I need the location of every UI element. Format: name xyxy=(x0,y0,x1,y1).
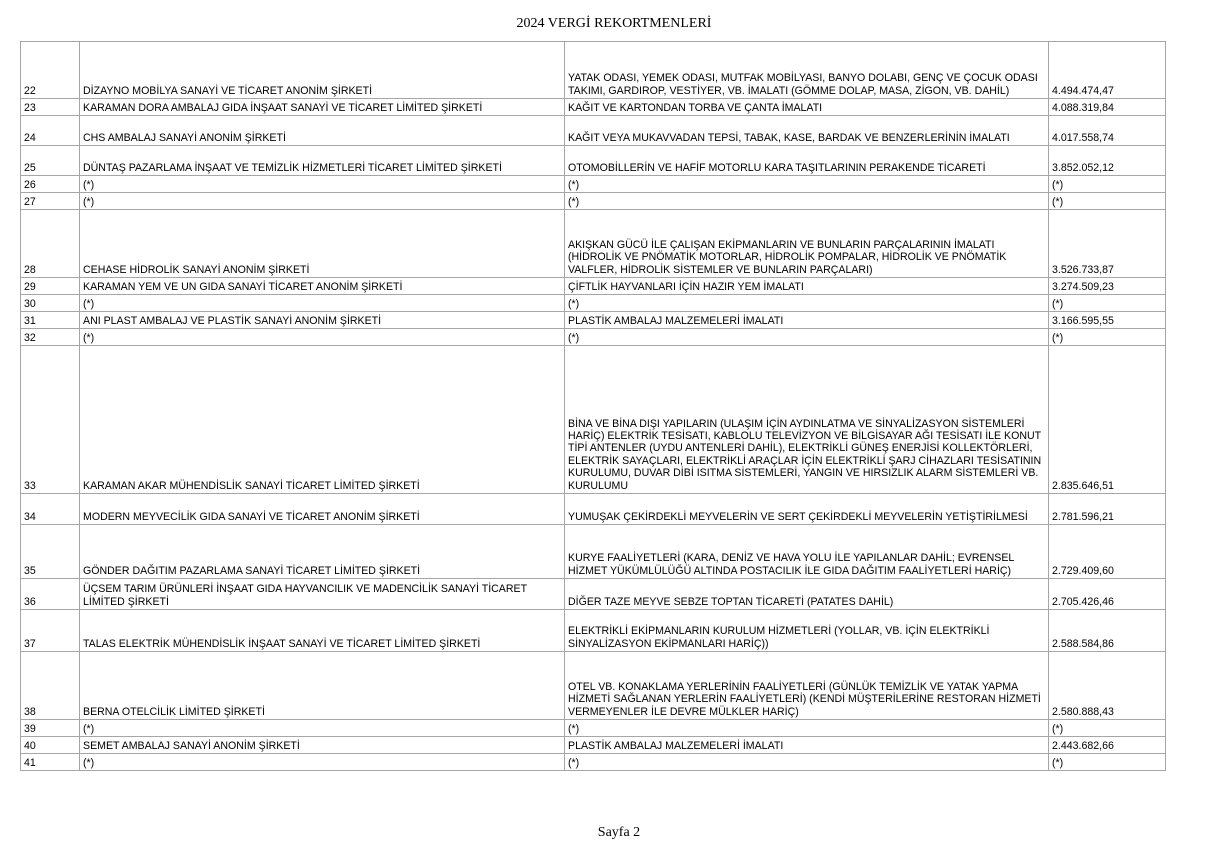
tax-amount: 4.088.319,84 xyxy=(1049,99,1166,116)
tax-amount: 2.580.888,43 xyxy=(1049,652,1166,720)
table-row xyxy=(21,210,1166,278)
activity: (*) xyxy=(565,329,1049,346)
table-row xyxy=(21,193,1166,210)
row-number: 28 xyxy=(21,210,80,278)
activity: PLASTİK AMBALAJ MALZEMELERİ İMALATI xyxy=(565,737,1049,754)
tax-amount: (*) xyxy=(1049,329,1166,346)
tax-amount: (*) xyxy=(1049,754,1166,771)
activity: PLASTİK AMBALAJ MALZEMELERİ İMALATI xyxy=(565,312,1049,329)
row-number: 29 xyxy=(21,278,80,295)
row-number: 30 xyxy=(21,295,80,312)
company-name: (*) xyxy=(80,176,565,193)
table-row xyxy=(21,652,1166,720)
company-name: KARAMAN DORA AMBALAJ GIDA İNŞAAT SANAYİ VE TİCARET LİMİTED ŞİRKETİ xyxy=(80,99,565,116)
row-number: 26 xyxy=(21,176,80,193)
company-name: MODERN MEYVECİLİK GIDA SANAYİ VE TİCARET ANONİM ŞİRKETİ xyxy=(80,494,565,525)
company-name: DİZAYNO MOBİLYA SANAYİ VE TİCARET ANONİM ŞİRKETİ xyxy=(80,42,565,99)
company-name: BERNA OTELCİLİK LİMİTED ŞİRKETİ xyxy=(80,652,565,720)
tax-amount: (*) xyxy=(1049,193,1166,210)
page-footer: Sayfa 2 xyxy=(597,825,641,840)
company-name: (*) xyxy=(80,295,565,312)
row-number: 32 xyxy=(21,329,80,346)
tax-amount: 2.443.682,66 xyxy=(1049,737,1166,754)
company-name: TALAS ELEKTRİK MÜHENDİSLİK İNŞAAT SANAYİ VE TİCARET LİMİTED ŞİRKETİ xyxy=(80,610,565,652)
row-number: 37 xyxy=(21,610,80,652)
table-row xyxy=(21,494,1166,525)
table-row xyxy=(21,329,1166,346)
row-number: 34 xyxy=(21,494,80,525)
tax-amount: 2.705.426,46 xyxy=(1049,579,1166,610)
activity: KURYE FAALİYETLERİ (KARA, DENİZ VE HAVA YOLU İLE YAPILANLAR DAHİL; EVRENSEL HİZMET YÜKÜMLÜLÜĞÜ ALTINDA POSTACILIK İLE GIDA DAĞITIM FAALİYETLERİ HARİÇ) xyxy=(565,525,1049,579)
table-row xyxy=(21,295,1166,312)
tax-amount: 3.274.509,23 xyxy=(1049,278,1166,295)
company-name: (*) xyxy=(80,754,565,771)
company-name: CHS AMBALAJ SANAYİ ANONİM ŞİRKETİ xyxy=(80,116,565,146)
activity: YUMUŞAK ÇEKİRDEKLİ MEYVELERİN VE SERT ÇEKİRDEKLİ MEYVELERİN YETİŞTİRİLMESİ xyxy=(565,494,1049,525)
table-row xyxy=(21,116,1166,146)
company-name: ANI PLAST AMBALAJ VE PLASTİK SANAYİ ANONİM ŞİRKETİ xyxy=(80,312,565,329)
table-row xyxy=(21,754,1166,771)
row-number: 31 xyxy=(21,312,80,329)
activity: ÇİFTLİK HAYVANLARI İÇİN HAZIR YEM İMALATI xyxy=(565,278,1049,295)
company-name: CEHASE HİDROLİK SANAYİ ANONİM ŞİRKETİ xyxy=(80,210,565,278)
row-number: 22 xyxy=(21,42,80,99)
row-number: 39 xyxy=(21,720,80,737)
tax-amount: 2.729.409,60 xyxy=(1049,525,1166,579)
row-number: 38 xyxy=(21,652,80,720)
tax-record-table xyxy=(20,41,1166,771)
company-name: KARAMAN AKAR MÜHENDİSLİK SANAYİ TİCARET LİMİTED ŞİRKETİ xyxy=(80,346,565,494)
table-row xyxy=(21,737,1166,754)
table-row xyxy=(21,525,1166,579)
table-row xyxy=(21,42,1166,99)
tax-amount: 2.588.584,86 xyxy=(1049,610,1166,652)
tax-amount: 4.017.558,74 xyxy=(1049,116,1166,146)
row-number: 27 xyxy=(21,193,80,210)
row-number: 41 xyxy=(21,754,80,771)
table-row xyxy=(21,176,1166,193)
tax-amount: 4.494.474,47 xyxy=(1049,42,1166,99)
tax-amount: 3.526.733,87 xyxy=(1049,210,1166,278)
tax-amount: 2.781.596,21 xyxy=(1049,494,1166,525)
tax-amount: (*) xyxy=(1049,176,1166,193)
table-row xyxy=(21,146,1166,176)
activity: (*) xyxy=(565,754,1049,771)
row-number: 35 xyxy=(21,525,80,579)
activity: (*) xyxy=(565,295,1049,312)
company-name: SEMET AMBALAJ SANAYİ ANONİM ŞİRKETİ xyxy=(80,737,565,754)
activity: (*) xyxy=(565,720,1049,737)
tax-amount: 3.852.052,12 xyxy=(1049,146,1166,176)
activity: KAĞIT VE KARTONDAN TORBA VE ÇANTA İMALATI xyxy=(565,99,1049,116)
row-number: 25 xyxy=(21,146,80,176)
tax-amount: 3.166.595,55 xyxy=(1049,312,1166,329)
company-name: ÜÇSEM TARIM ÜRÜNLERİ İNŞAAT GIDA HAYVANCILIK VE MADENCİLİK SANAYİ TİCARET LİMİTED ŞİRKETİ xyxy=(80,579,565,610)
tax-amount: (*) xyxy=(1049,295,1166,312)
company-name: (*) xyxy=(80,193,565,210)
activity: KAĞIT VEYA MUKAVVADAN TEPSİ, TABAK, KASE, BARDAK VE BENZERLERİNİN İMALATI xyxy=(565,116,1049,146)
activity: OTOMOBİLLERİN VE HAFİF MOTORLU KARA TAŞITLARININ PERAKENDE TİCARETİ xyxy=(565,146,1049,176)
company-name: (*) xyxy=(80,329,565,346)
table-row xyxy=(21,312,1166,329)
table-row xyxy=(21,99,1166,116)
tax-amount: (*) xyxy=(1049,720,1166,737)
company-name: GÖNDER DAĞITIM PAZARLAMA SANAYİ TİCARET LİMİTED ŞİRKETİ xyxy=(80,525,565,579)
activity: BİNA VE BİNA DIŞI YAPILARIN (ULAŞIM İÇİN AYDINLATMA VE SİNYALİZASYON SİSTEMLERİ HARİÇ) ELEKTRİK TESİSATI, KABLOLU TELEVİZYON VE BİLGİSAYAR AĞI TESİSATI İLE KONUT TİPİ ANTENLER (UYDU ANTENLERİ DAHİL), ELEKTRİKLİ GÜNEŞ ENERJİSİ KOLLEKTÖRLERİ, ELEKTRİK SAYAÇLARI, ELEKTRİKLİ ARAÇLAR İÇİN ELEKTRİKLİ ŞARJ CİHAZLARI TESİSATININ KURULUMU, DUVAR DİBİ ISITMA SİSTEMLERİ, YANGIN VE HIRSIZLIK ALARM SİSTEMLERİ VB. KURULUMU xyxy=(565,346,1049,494)
activity: (*) xyxy=(565,193,1049,210)
row-number: 23 xyxy=(21,99,80,116)
company-name: DÜNTAŞ PAZARLAMA İNŞAAT VE TEMİZLİK HİZMETLERİ TİCARET LİMİTED ŞİRKETİ xyxy=(80,146,565,176)
company-name: KARAMAN YEM VE UN GIDA SANAYİ TİCARET ANONİM ŞİRKETİ xyxy=(80,278,565,295)
table-row xyxy=(21,346,1166,494)
table-body xyxy=(21,42,1166,771)
activity: OTEL VB. KONAKLAMA YERLERİNİN FAALİYETLERİ (GÜNLÜK TEMİZLİK VE YATAK YAPMA HİZMETİ SAĞLANAN YERLERİN FAALİYETLERİ) (KENDİ MÜŞTERİLERİNE RESTORAN HİZMETİ VERMEYENLER İLE DEVRE MÜLKLER HARİÇ) xyxy=(565,652,1049,720)
activity: DİĞER TAZE MEYVE SEBZE TOPTAN TİCARETİ (PATATES DAHİL) xyxy=(565,579,1049,610)
row-number: 24 xyxy=(21,116,80,146)
table-row xyxy=(21,579,1166,610)
row-number: 36 xyxy=(21,579,80,610)
row-number: 33 xyxy=(21,346,80,494)
table-row xyxy=(21,610,1166,652)
activity: YATAK ODASI, YEMEK ODASI, MUTFAK MOBİLYASI, BANYO DOLABI, GENÇ VE ÇOCUK ODASI TAKIMI, GARDIROP, VESTİYER, VB. İMALATI (GÖMME DOLAP, MASA, ZİGON, VB. DAHİL) xyxy=(565,42,1049,99)
table-row xyxy=(21,720,1166,737)
activity: ELEKTRİKLİ EKİPMANLARIN KURULUM HİZMETLERİ (YOLLAR, VB. İÇİN ELEKTRİKLİ SİNYALİZASYON EKİPMANLARI HARİÇ)) xyxy=(565,610,1049,652)
company-name: (*) xyxy=(80,720,565,737)
row-number: 40 xyxy=(21,737,80,754)
activity: AKIŞKAN GÜCÜ İLE ÇALIŞAN EKİPMANLARIN VE BUNLARIN PARÇALARININ İMALATI (HİDROLİK VE PNÖMATİK MOTORLAR, HİDROLİK POMPALAR, HİDROLİK VE PNÖMATİK VALFLER, HİDROLİK SİSTEMLER VE BUNLARIN PARÇALARI) xyxy=(565,210,1049,278)
activity: (*) xyxy=(565,176,1049,193)
page-title: 2024 VERGİ REKORTMENLERİ xyxy=(516,16,712,31)
tax-amount: 2.835.646,51 xyxy=(1049,346,1166,494)
table-row xyxy=(21,278,1166,295)
